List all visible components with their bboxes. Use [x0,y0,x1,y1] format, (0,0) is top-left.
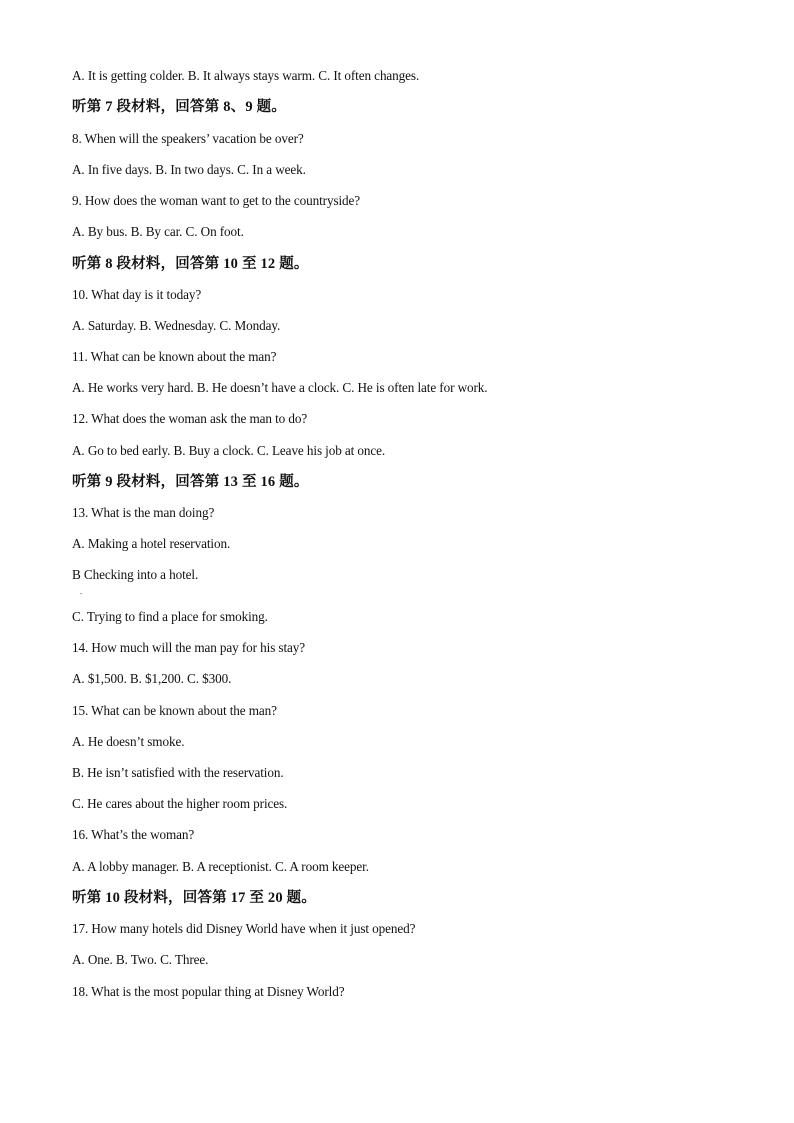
options-14: A. $1,500. B. $1,200. C. $300. [72,671,232,686]
question-11: 11. What can be known about the man? [72,349,277,364]
question-12: 12. What does the woman ask the man to do? [72,411,308,426]
question-13: 13. What is the man doing? [72,505,215,520]
question-16: 16. What’s the woman? [72,827,195,842]
options-10: A. Saturday. B. Wednesday. C. Monday. [72,318,281,333]
section-heading-9: 听第 9 段材料，回答第 13 至 16 题。 [72,474,309,490]
option-15a: A. He doesn’t smoke. [72,734,185,749]
option-15c: C. He cares about the higher room prices. [72,796,288,811]
options-16: A. A lobby manager. B. A receptionist. C. A room keeper. [72,859,369,874]
options-12: A. Go to bed early. B. Buy a clock. C. Leave his job at once. [72,443,386,458]
options-8: A. In five days. B. In two days. C. In a week. [72,162,306,177]
option-line-q7: A. It is getting colder. B. It always stays warm. C. It often changes. [72,68,420,83]
question-9: 9. How does the woman want to get to the countryside? [72,193,361,208]
options-9: A. By bus. B. By car. C. On foot. [72,224,244,239]
option-15b: B. He isn’t satisfied with the reservation. [72,765,284,780]
option-13b: B Checking into a hotel. [72,567,199,582]
section-heading-8: 听第 8 段材料，回答第 10 至 12 题。 [72,256,309,272]
options-11: A. He works very hard. B. He doesn’t have a clock. C. He is often late for work. [72,380,488,395]
option-13a: A. Making a hotel reservation. [72,536,231,551]
options-17: A. One. B. Two. C. Three. [72,952,209,967]
section-heading-10: 听第 10 段材料，回答第 17 至 20 题。 [72,890,317,906]
question-8: 8. When will the speakers’ vacation be over? [72,131,304,146]
stray-dot-mark: . [80,587,82,596]
question-17: 17. How many hotels did Disney World have when it just opened? [72,921,416,936]
question-18: 18. What is the most popular thing at Disney World? [72,984,345,999]
question-14: 14. How much will the man pay for his stay? [72,640,306,655]
question-15: 15. What can be known about the man? [72,703,277,718]
question-10: 10. What day is it today? [72,287,202,302]
section-heading-7: 听第 7 段材料，回答第 8、9 题。 [72,99,287,115]
option-13c: C. Trying to find a place for smoking. [72,609,268,624]
